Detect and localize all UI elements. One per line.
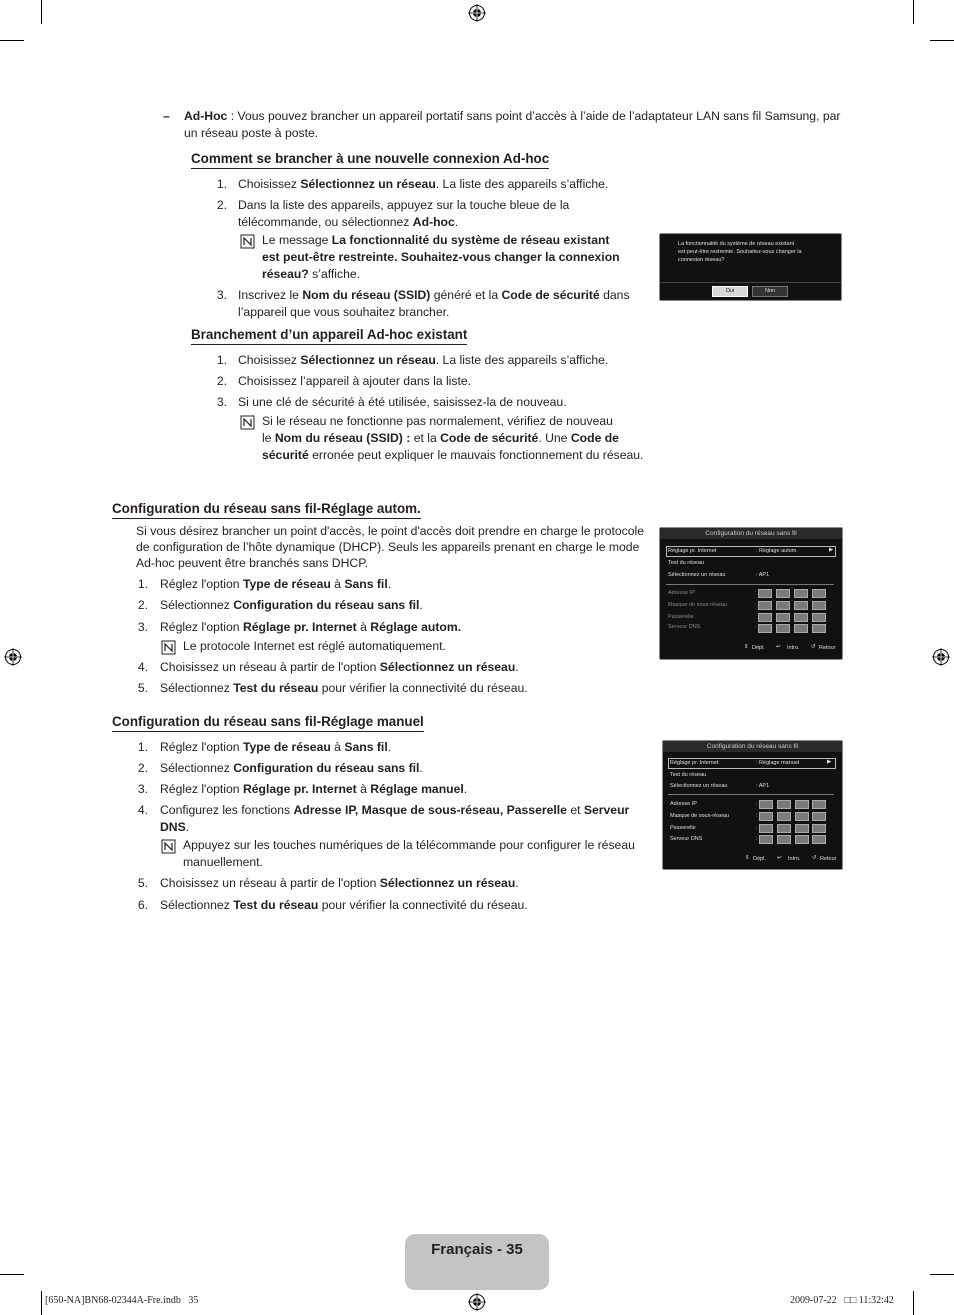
ip-octet-field[interactable]: [812, 800, 826, 809]
gateway-octet-field[interactable]: [812, 824, 826, 833]
step-number: 1.: [216, 177, 227, 191]
network-setup-screen-manual: [662, 740, 843, 870]
crop-mark: [0, 1274, 24, 1275]
date-info: 2009-07-22 □□ 11:32:42: [790, 1295, 894, 1306]
dialog-message-line: connexion réseau?: [678, 257, 725, 263]
select-network-value: : AP1: [756, 783, 770, 789]
note-line: sécurité erronée peut expliquer le mauvais fonctionnement du réseau.: [262, 448, 644, 462]
step-number: 3.: [137, 620, 148, 634]
file-info: [650-NA]BN68-02344A-Fre.indb 35: [45, 1295, 199, 1306]
move-icon: ⇕: [744, 644, 749, 650]
field-colon: :: [755, 602, 757, 608]
dns-octet-field[interactable]: [759, 835, 773, 844]
internet-setting-value: : Réglage manuel: [756, 760, 800, 766]
arrow-right-icon: ▶: [827, 759, 832, 765]
ip-octet-field: [776, 589, 790, 598]
step-text: [238, 197, 569, 231]
note-line: Le message La fonctionnalité du système de réseau existant: [262, 233, 610, 247]
ip-octet-field[interactable]: [759, 800, 773, 809]
enter-icon: ↩: [777, 855, 782, 861]
screen-divider: [668, 794, 834, 795]
no-button[interactable]: Non: [752, 286, 788, 297]
yes-button[interactable]: Oui: [712, 286, 748, 297]
field-colon: :: [755, 624, 757, 630]
note-icon: [240, 415, 255, 430]
step-text: Choisissez un réseau à partir de l'option Sélectionnez un réseau.: [160, 660, 519, 674]
step-number: 1.: [137, 577, 148, 591]
ip-octet-field[interactable]: [795, 800, 809, 809]
dns-octet-field[interactable]: [812, 835, 826, 844]
section-heading-existing-adhoc: Branchement d’un appareil Ad-hoc existant: [191, 327, 467, 345]
subnet-mask-label: Masque de sous-réseau: [670, 813, 730, 819]
crop-mark: [41, 0, 42, 24]
crop-mark: [930, 40, 954, 41]
gateway-octet-field: [776, 613, 790, 622]
step-text: Réglez l'option Type de réseau à Sans fil.: [160, 577, 392, 591]
move-hint: Dépl.: [753, 856, 766, 862]
step-number: 5.: [137, 876, 148, 890]
step-text: Sélectionnez Test du réseau pour vérifier la connectivité du réseau.: [160, 898, 528, 912]
ip-address-label: Adresse IP: [668, 590, 695, 596]
note-line: Si le réseau ne fonctionne pas normalement, vérifiez de nouveau: [262, 414, 613, 428]
return-icon: ↺: [812, 855, 817, 861]
gateway-octet-field[interactable]: [795, 824, 809, 833]
step-text: Réglez l'option Réglage pr. Internet à Réglage manuel.: [160, 782, 468, 796]
note-text: Le protocole Internet est réglé automatiquement.: [183, 639, 446, 653]
return-hint: Retour: [819, 645, 836, 651]
enter-icon: ↩: [776, 644, 781, 650]
mask-octet-field[interactable]: [795, 812, 809, 821]
adhoc-intro-line1: Ad-Hoc : Vous pouvez brancher un appareil portatif sans point d’accès à l’aide de l’adaptateur LAN sans fil Samsung, par: [184, 109, 841, 123]
step-number: 1.: [216, 353, 227, 367]
step-text: Choisissez Sélectionnez un réseau. La liste des appareils s’affiche.: [238, 353, 609, 367]
step-text: Sélectionnez Configuration du réseau sans fil.: [160, 598, 423, 612]
ip-octet-field: [812, 589, 826, 598]
gateway-label: Passerelle: [670, 825, 696, 831]
dns-server-label: Serveur DNS: [668, 624, 701, 630]
step-number: 3.: [216, 288, 227, 302]
step-text: Réglez l'option Type de réseau à Sans fil.: [160, 740, 392, 754]
note-line: réseau? s’affiche.: [262, 267, 361, 281]
gateway-label: Passerelle: [668, 614, 694, 620]
network-test-label[interactable]: Test du réseau: [668, 560, 705, 566]
dialog-divider: [660, 282, 841, 283]
network-test-label[interactable]: Test du réseau: [670, 772, 707, 778]
gateway-octet-field: [758, 613, 772, 622]
step-text: Choisissez un réseau à partir de l'option Sélectionnez un réseau.: [160, 876, 519, 890]
step-number: 1.: [137, 740, 148, 754]
step-number: 2.: [216, 198, 227, 212]
ip-octet-field: [758, 589, 772, 598]
gateway-octet-field[interactable]: [759, 824, 773, 833]
section-heading-auto: Configuration du réseau sans fil-Réglage autom.: [112, 501, 421, 519]
step-number: 3.: [216, 395, 227, 409]
dns-octet-field: [794, 624, 808, 633]
internet-setting-label: Réglage pr. Internet: [670, 760, 719, 766]
field-colon: :: [756, 825, 758, 831]
gateway-octet-field[interactable]: [777, 824, 791, 833]
intro-line: Ad-hoc peuvent être branchés sans DHCP.: [136, 556, 369, 570]
step-text: [238, 287, 630, 321]
confirmation-dialog-screen: [659, 233, 842, 301]
network-setup-screen-auto: [659, 527, 843, 660]
registration-mark-icon: [932, 648, 950, 666]
mask-octet-field[interactable]: [777, 812, 791, 821]
intro-line: de configuration de l’hôte dynamique (DHCP). Seuls les appareils prenant en charge le mode: [136, 540, 640, 554]
step-text: Choisissez Sélectionnez un réseau. La liste des appareils s’affiche.: [238, 177, 609, 191]
select-network-value: : AP1: [756, 572, 770, 578]
gateway-octet-field: [794, 613, 808, 622]
field-colon: :: [755, 614, 757, 620]
note-line: manuellement.: [183, 855, 263, 869]
mask-octet-field[interactable]: [812, 812, 826, 821]
step-number: 6.: [137, 898, 148, 912]
note-text: [262, 413, 643, 464]
step-line: télécommande, ou sélectionnez Ad-hoc.: [238, 215, 459, 229]
adhoc-intro-line2: un réseau poste à poste.: [184, 126, 319, 140]
step-text: [160, 802, 629, 836]
crop-mark: [913, 1291, 914, 1315]
step-text: Si une clé de sécurité à été utilisée, saisissez-la de nouveau.: [238, 395, 567, 409]
dns-octet-field: [758, 624, 772, 633]
step-line: Configurez les fonctions Adresse IP, Masque de sous-réseau, Passerelle et Serveur: [160, 803, 630, 817]
section-heading-manual: Configuration du réseau sans fil-Réglage manuel: [112, 714, 424, 732]
internet-setting-label: Réglage pr. Internet: [668, 548, 717, 554]
select-network-label[interactable]: Sélectionnez un réseau: [668, 572, 726, 578]
intro-paragraph: [136, 523, 644, 571]
registration-mark-icon: [4, 648, 22, 666]
adhoc-dash: –: [163, 109, 170, 123]
step-number: 5.: [137, 681, 148, 695]
crop-mark: [913, 0, 914, 24]
internet-setting-value: : Réglage autom.: [756, 548, 798, 554]
mask-octet-field[interactable]: [759, 812, 773, 821]
dialog-message-line: La fonctionnalité du système de réseau existant: [678, 241, 795, 247]
page-number-label: Français - 35: [431, 1241, 523, 1258]
screen-title: Configuration du réseau sans fil: [706, 743, 799, 750]
dns-octet-field[interactable]: [777, 835, 791, 844]
dns-server-label: Serveur DNS: [670, 836, 703, 842]
note-line: est peut-être restreinte. Souhaitez-vous changer la connexion: [262, 250, 620, 264]
dns-octet-field[interactable]: [795, 835, 809, 844]
screen-divider: [666, 584, 834, 585]
field-colon: :: [756, 801, 758, 807]
gateway-octet-field: [812, 613, 826, 622]
step-line: Inscrivez le Nom du réseau (SSID) généré et la Code de sécurité dans: [238, 288, 630, 302]
note-icon: [161, 640, 176, 655]
step-number: 4.: [137, 660, 148, 674]
field-colon: :: [756, 813, 758, 819]
step-line: l’appareil que vous souhaitez brancher.: [238, 305, 450, 319]
step-number: 4.: [137, 803, 148, 817]
note-icon: [240, 234, 255, 249]
screen-title: Configuration du réseau sans fil: [705, 530, 797, 537]
enter-hint: Intro.: [788, 856, 801, 862]
step-text: Choisissez l’appareil à ajouter dans la liste.: [238, 374, 472, 388]
mask-octet-field: [758, 601, 772, 610]
crop-mark: [0, 40, 24, 41]
dns-octet-field: [812, 624, 826, 633]
note-line: le Nom du réseau (SSID) : et la Code de sécurité. Une Code de: [262, 431, 619, 445]
move-icon: ⇕: [745, 855, 750, 861]
note-icon: [161, 839, 176, 854]
arrow-right-icon: ▶: [829, 547, 834, 553]
step-number: 2.: [137, 598, 148, 612]
intro-line: Si vous désirez brancher un point d'accès, le point d'accès doit prendre en charge le protocole: [136, 524, 645, 538]
step-text: Sélectionnez Test du réseau pour vérifier la connectivité du réseau.: [160, 681, 528, 695]
step-number: 3.: [137, 782, 148, 796]
note-text: [262, 232, 620, 283]
mask-octet-field: [776, 601, 790, 610]
mask-octet-field: [794, 601, 808, 610]
field-colon: :: [755, 590, 757, 596]
crop-mark: [41, 1291, 42, 1315]
note-text: [183, 837, 635, 871]
step-number: 2.: [137, 761, 148, 775]
return-icon: ↺: [811, 644, 816, 650]
enter-hint: Intro.: [787, 645, 800, 651]
ip-address-label: Adresse IP: [670, 801, 697, 807]
return-hint: Retour: [820, 856, 837, 862]
adhoc-intro: [184, 108, 849, 142]
step-line: DNS.: [160, 820, 190, 834]
dns-octet-field: [776, 624, 790, 633]
ip-octet-field[interactable]: [777, 800, 791, 809]
step-number: 2.: [216, 374, 227, 388]
note-line: Appuyez sur les touches numériques de la télécommande pour configurer le réseau: [183, 838, 635, 852]
step-text: Réglez l'option Réglage pr. Internet à Réglage autom.: [160, 620, 462, 634]
dialog-message-line: est peut-être restreinte. Souhaitez-vous changer la: [678, 249, 802, 255]
registration-mark-icon: [468, 1293, 486, 1311]
field-colon: :: [756, 836, 758, 842]
mask-octet-field: [812, 601, 826, 610]
step-text: Sélectionnez Configuration du réseau sans fil.: [160, 761, 423, 775]
section-heading-new-adhoc: Comment se brancher à une nouvelle connexion Ad-hoc: [191, 151, 549, 169]
subnet-mask-label: Masque de sous-réseau: [668, 602, 728, 608]
step-line: Dans la liste des appareils, appuyez sur la touche bleue de la: [238, 198, 570, 212]
registration-mark-icon: [468, 4, 486, 22]
ip-octet-field: [794, 589, 808, 598]
crop-mark: [930, 1274, 954, 1275]
select-network-label[interactable]: Sélectionnez un réseau: [670, 783, 728, 789]
move-hint: Dépl.: [752, 645, 765, 651]
